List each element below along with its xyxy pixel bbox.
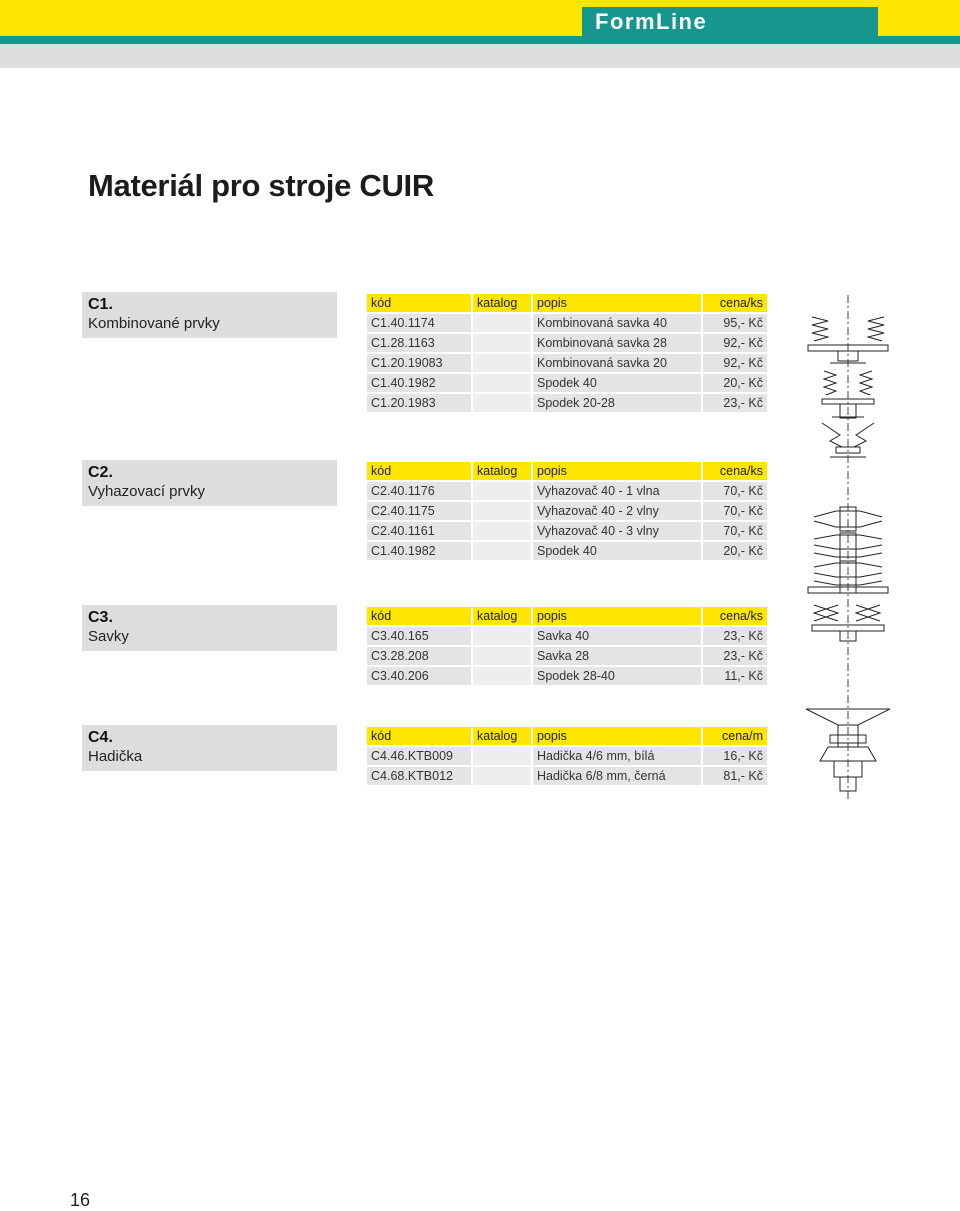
cell-katalog	[473, 354, 531, 372]
cell-kod: C2.40.1176	[367, 482, 471, 500]
cell-kod: C4.46.KTB009	[367, 747, 471, 765]
section-code: C4.	[88, 729, 113, 746]
suction-cup-parts-drawing	[800, 295, 900, 800]
section-name: Vyhazovací prvky	[88, 483, 205, 500]
cell-kod: C1.40.1982	[367, 542, 471, 560]
table-row	[367, 647, 767, 665]
cell-katalog	[473, 334, 531, 352]
table-row	[367, 354, 767, 372]
header-popis: popis	[533, 462, 701, 480]
table-row	[367, 394, 767, 412]
section-c3-label	[82, 605, 337, 651]
cell-katalog	[473, 374, 531, 392]
cell-katalog	[473, 627, 531, 645]
cell-cena: 70,- Kč	[703, 502, 767, 520]
header-teal-line	[0, 36, 960, 44]
table-row	[367, 482, 767, 500]
header-katalog: katalog	[473, 294, 531, 312]
table-header-row	[367, 462, 767, 480]
section-c1-label	[82, 292, 337, 338]
table-row	[367, 522, 767, 540]
header-kod: kód	[367, 607, 471, 625]
header-kod: kód	[367, 294, 471, 312]
header-popis: popis	[533, 294, 701, 312]
cell-cena: 70,- Kč	[703, 482, 767, 500]
cell-cena: 70,- Kč	[703, 522, 767, 540]
cell-katalog	[473, 522, 531, 540]
table-row	[367, 314, 767, 332]
section-c3-table	[365, 605, 769, 687]
header-katalog: katalog	[473, 607, 531, 625]
page-title: Materiál pro stroje CUIR	[88, 168, 434, 203]
cell-kod: C3.40.165	[367, 627, 471, 645]
cell-kod: C4.68.KTB012	[367, 767, 471, 785]
cell-katalog	[473, 747, 531, 765]
cell-cena: 81,- Kč	[703, 767, 767, 785]
cell-cena: 23,- Kč	[703, 647, 767, 665]
cell-popis: Hadička 6/8 mm, černá	[533, 767, 701, 785]
cell-kod: C2.40.1161	[367, 522, 471, 540]
brand-logo: FormLine	[582, 7, 878, 36]
header-katalog: katalog	[473, 462, 531, 480]
header-popis: popis	[533, 607, 701, 625]
table-header-row	[367, 607, 767, 625]
section-name: Savky	[88, 628, 129, 645]
section-code: C1.	[88, 296, 113, 313]
section-code: C3.	[88, 609, 113, 626]
cell-katalog	[473, 394, 531, 412]
cell-popis: Spodek 28-40	[533, 667, 701, 685]
page-number: 16	[70, 1190, 91, 1210]
table-header-row	[367, 727, 767, 745]
header-gray-band	[0, 44, 960, 68]
cell-popis: Savka 28	[533, 647, 701, 665]
cell-popis: Kombinovaná savka 40	[533, 314, 701, 332]
table-header-row	[367, 294, 767, 312]
cell-kod: C1.28.1163	[367, 334, 471, 352]
cell-cena: 92,- Kč	[703, 354, 767, 372]
table-row	[367, 334, 767, 352]
header-kod: kód	[367, 462, 471, 480]
cell-popis: Spodek 40	[533, 374, 701, 392]
cell-katalog	[473, 502, 531, 520]
section-c2-label	[82, 460, 337, 506]
cell-kod: C1.40.1174	[367, 314, 471, 332]
cell-popis: Hadička 4/6 mm, bílá	[533, 747, 701, 765]
table-row	[367, 374, 767, 392]
cell-cena: 11,- Kč	[703, 667, 767, 685]
section-name: Hadička	[88, 748, 143, 765]
section-code: C2.	[88, 464, 113, 481]
cell-katalog	[473, 667, 531, 685]
cell-kod: C1.20.1983	[367, 394, 471, 412]
header-katalog: katalog	[473, 727, 531, 745]
header-popis: popis	[533, 727, 701, 745]
table-row	[367, 747, 767, 765]
cell-katalog	[473, 482, 531, 500]
section-c1-table	[365, 292, 769, 414]
cell-popis: Kombinovaná savka 20	[533, 354, 701, 372]
section-name: Kombinované prvky	[88, 315, 220, 332]
header-cena: cena/ks	[703, 607, 767, 625]
cell-cena: 20,- Kč	[703, 542, 767, 560]
cell-katalog	[473, 542, 531, 560]
cell-kod: C3.40.206	[367, 667, 471, 685]
header-cena: cena/m	[703, 727, 767, 745]
header-cena: cena/ks	[703, 462, 767, 480]
cell-kod: C1.40.1982	[367, 374, 471, 392]
cell-popis: Savka 40	[533, 627, 701, 645]
cell-popis: Kombinovaná savka 28	[533, 334, 701, 352]
cell-cena: 92,- Kč	[703, 334, 767, 352]
cell-popis: Spodek 20-28	[533, 394, 701, 412]
cell-kod: C2.40.1175	[367, 502, 471, 520]
cell-popis: Vyhazovač 40 - 1 vlna	[533, 482, 701, 500]
header-cena: cena/ks	[703, 294, 767, 312]
cell-popis: Spodek 40	[533, 542, 701, 560]
table-row	[367, 542, 767, 560]
table-row	[367, 502, 767, 520]
cell-popis: Vyhazovač 40 - 2 vlny	[533, 502, 701, 520]
cell-katalog	[473, 314, 531, 332]
cell-cena: 20,- Kč	[703, 374, 767, 392]
cell-katalog	[473, 767, 531, 785]
table-row	[367, 667, 767, 685]
section-c4-label	[82, 725, 337, 771]
section-c2-table	[365, 460, 769, 562]
header-kod: kód	[367, 727, 471, 745]
cell-kod: C1.20.19083	[367, 354, 471, 372]
cell-cena: 16,- Kč	[703, 747, 767, 765]
table-row	[367, 627, 767, 645]
cell-cena: 23,- Kč	[703, 627, 767, 645]
cell-popis: Vyhazovač 40 - 3 vlny	[533, 522, 701, 540]
cell-cena: 95,- Kč	[703, 314, 767, 332]
table-row	[367, 767, 767, 785]
section-c4-table	[365, 725, 769, 787]
cell-kod: C3.28.208	[367, 647, 471, 665]
cell-katalog	[473, 647, 531, 665]
cell-cena: 23,- Kč	[703, 394, 767, 412]
